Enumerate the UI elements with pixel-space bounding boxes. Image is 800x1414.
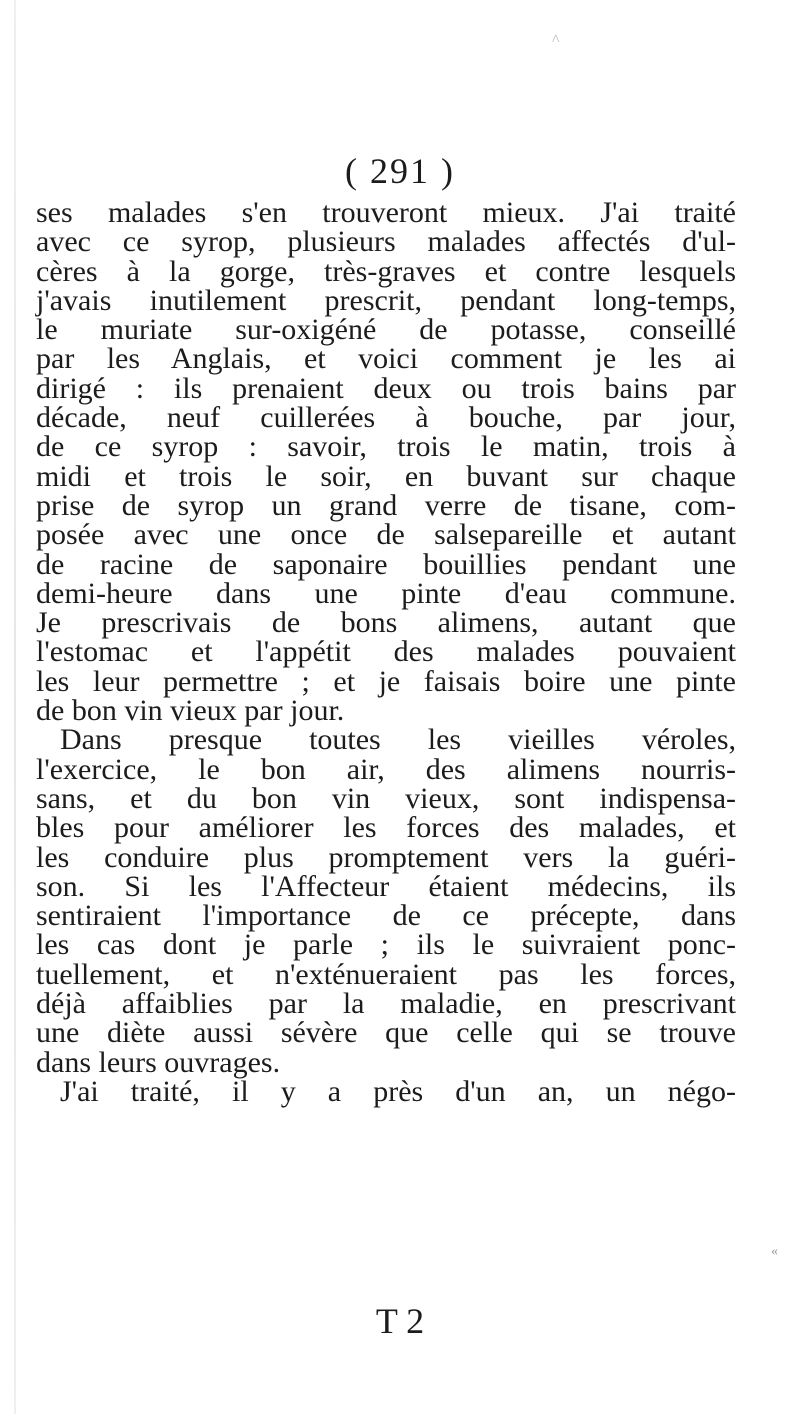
text-line-1: ses malades s'en trouveront mieux. J'ai traité <box>36 196 736 229</box>
text-line-8: décade, neuf cuillerées à bouche, par jour, <box>36 401 736 435</box>
text-line-30: dans leurs ouvrages. <box>36 1045 281 1079</box>
text-line-25: sentiraient l'importance de ce précepte, dans <box>36 899 736 933</box>
text-line-11: prise de syrop un grand verre de tisane, com- <box>36 488 736 522</box>
text-line-24: son. Si les l'Affecteur étaient médecins, ils <box>36 869 736 903</box>
text-line-2: avec ce syrop, plusieurs malades affectés d'ul- <box>36 225 736 259</box>
body-text <box>36 198 736 1106</box>
page-binding-edge <box>14 0 16 1414</box>
right-margin-mark: « <box>771 1244 778 1259</box>
text-line-31: J'ai traité, il y a près d'un an, un négo- <box>60 1074 736 1108</box>
text-line-12: posée avec une once de salsepareille et autant <box>36 518 736 552</box>
text-line-9: de ce syrop : savoir, trois le matin, trois à <box>36 430 736 464</box>
text-line-20: l'exercice, le bon air, des alimens nourris- <box>36 752 736 786</box>
text-line-5: le muriate sur-oxigéné de potasse, conseillé <box>36 313 736 347</box>
top-stray-mark: ^ <box>552 32 560 49</box>
text-line-3: cères à la gorge, très-graves et contre lesquels <box>36 254 736 288</box>
text-line-22: bles pour améliorer les forces des malades, et <box>36 811 736 845</box>
text-line-16: l'estomac et l'appétit des malades pouvaient <box>36 635 736 669</box>
text-line-6: par les Anglais, et voici comment je les ai <box>36 342 736 376</box>
page-number: ( 291 ) <box>345 151 455 191</box>
text-line-15: Je prescrivais de bons alimens, autant que <box>36 606 736 640</box>
text-line-17: les leur permettre ; et je faisais boire une pinte <box>36 664 736 698</box>
text-line-23: les conduire plus promptement vers la guéri- <box>36 840 736 874</box>
signature-mark: T 2 <box>375 1301 425 1341</box>
text-line-28: déjà affaiblies par la maladie, en prescrivant <box>36 987 736 1021</box>
text-line-27: tuellement, et n'exténueraient pas les forces, <box>36 957 736 991</box>
text-line-13: de racine de saponaire bouillies pendant une <box>36 547 736 581</box>
text-line-18: de bon vin vieux par jour. <box>36 694 345 728</box>
text-line-14: demi-heure dans une pinte d'eau commune. <box>36 576 736 610</box>
text-line-7: dirigé : ils prenaient deux ou trois bains par <box>36 371 736 405</box>
text-line-10: midi et trois le soir, en buvant sur chaque <box>36 459 736 493</box>
text-line-26: les cas dont je parle ; ils le suivraient ponc- <box>36 928 736 962</box>
text-line-19: Dans presque toutes les vieilles véroles, <box>60 723 736 757</box>
text-line-21: sans, et du bon vin vieux, sont indispensa- <box>36 781 736 815</box>
text-line-29: une diète aussi sévère que celle qui se trouve <box>36 1016 736 1050</box>
text-line-4: j'avais inutilement prescrit, pendant long-temps, <box>36 283 736 317</box>
